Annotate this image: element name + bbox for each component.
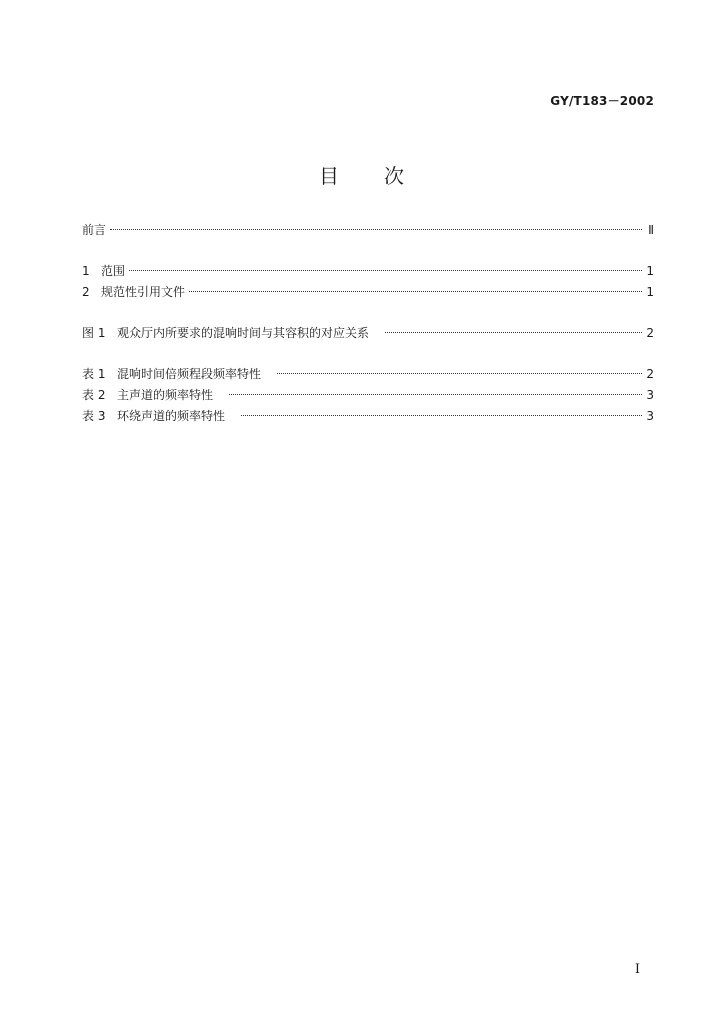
- table-of-contents: [82, 220, 654, 447]
- toc-entry-label: 范围: [101, 264, 126, 278]
- toc-foreword-group: [82, 220, 654, 241]
- toc-entry-label: 观众厅内所要求的混响时间与其容积的对应关系: [117, 326, 370, 340]
- toc-entry-page: 2: [646, 367, 654, 381]
- toc-figures-group: [82, 323, 654, 344]
- toc-entry-table-2[interactable]: [82, 385, 654, 406]
- toc-leader-dots: [241, 415, 642, 416]
- toc-entry-page: 3: [646, 388, 654, 402]
- toc-leader-dots: [229, 394, 642, 395]
- toc-entry-label: 混响时间倍频程段频率特性: [117, 367, 262, 381]
- toc-leader-dots: [129, 270, 642, 271]
- standard-code: GY/T183－2002: [550, 94, 654, 108]
- toc-leader-dots: [277, 373, 642, 374]
- page-number: I: [634, 962, 640, 977]
- toc-entry-page: 2: [646, 326, 654, 340]
- toc-entry-number: 2: [82, 285, 90, 299]
- toc-entry-label: 规范性引用文件: [101, 285, 186, 299]
- toc-leader-dots: [385, 332, 642, 333]
- toc-entry-page: Ⅱ: [648, 223, 654, 237]
- toc-entry-number: 表 1: [82, 367, 106, 381]
- toc-entry-page: 1: [646, 285, 654, 299]
- toc-entry-number: 图 1: [82, 326, 106, 340]
- title-char-1: 目: [319, 164, 340, 188]
- page-title: [0, 160, 724, 189]
- toc-entry-label: 主声道的频率特性: [117, 388, 214, 402]
- toc-entry-chapter-2[interactable]: [82, 282, 654, 303]
- toc-entry-chapter-1[interactable]: [82, 261, 654, 282]
- toc-entry-foreword[interactable]: [82, 220, 654, 241]
- toc-tables-group: [82, 364, 654, 427]
- toc-entry-page: 1: [646, 264, 654, 278]
- toc-entry-number: 1: [82, 264, 90, 278]
- toc-leader-dots: [189, 291, 642, 292]
- toc-entry-label: 环绕声道的频率特性: [117, 409, 226, 423]
- title-char-2: 次: [384, 164, 405, 188]
- toc-entry-figure-1[interactable]: [82, 323, 654, 344]
- toc-chapters-group: [82, 261, 654, 303]
- toc-entry-table-1[interactable]: [82, 364, 654, 385]
- toc-entry-page: 3: [646, 409, 654, 423]
- toc-entry-number: 表 3: [82, 409, 106, 423]
- toc-entry-table-3[interactable]: [82, 406, 654, 427]
- toc-leader-dots: [110, 229, 642, 230]
- toc-entry-label: 前言: [82, 223, 107, 237]
- toc-entry-number: 表 2: [82, 388, 106, 402]
